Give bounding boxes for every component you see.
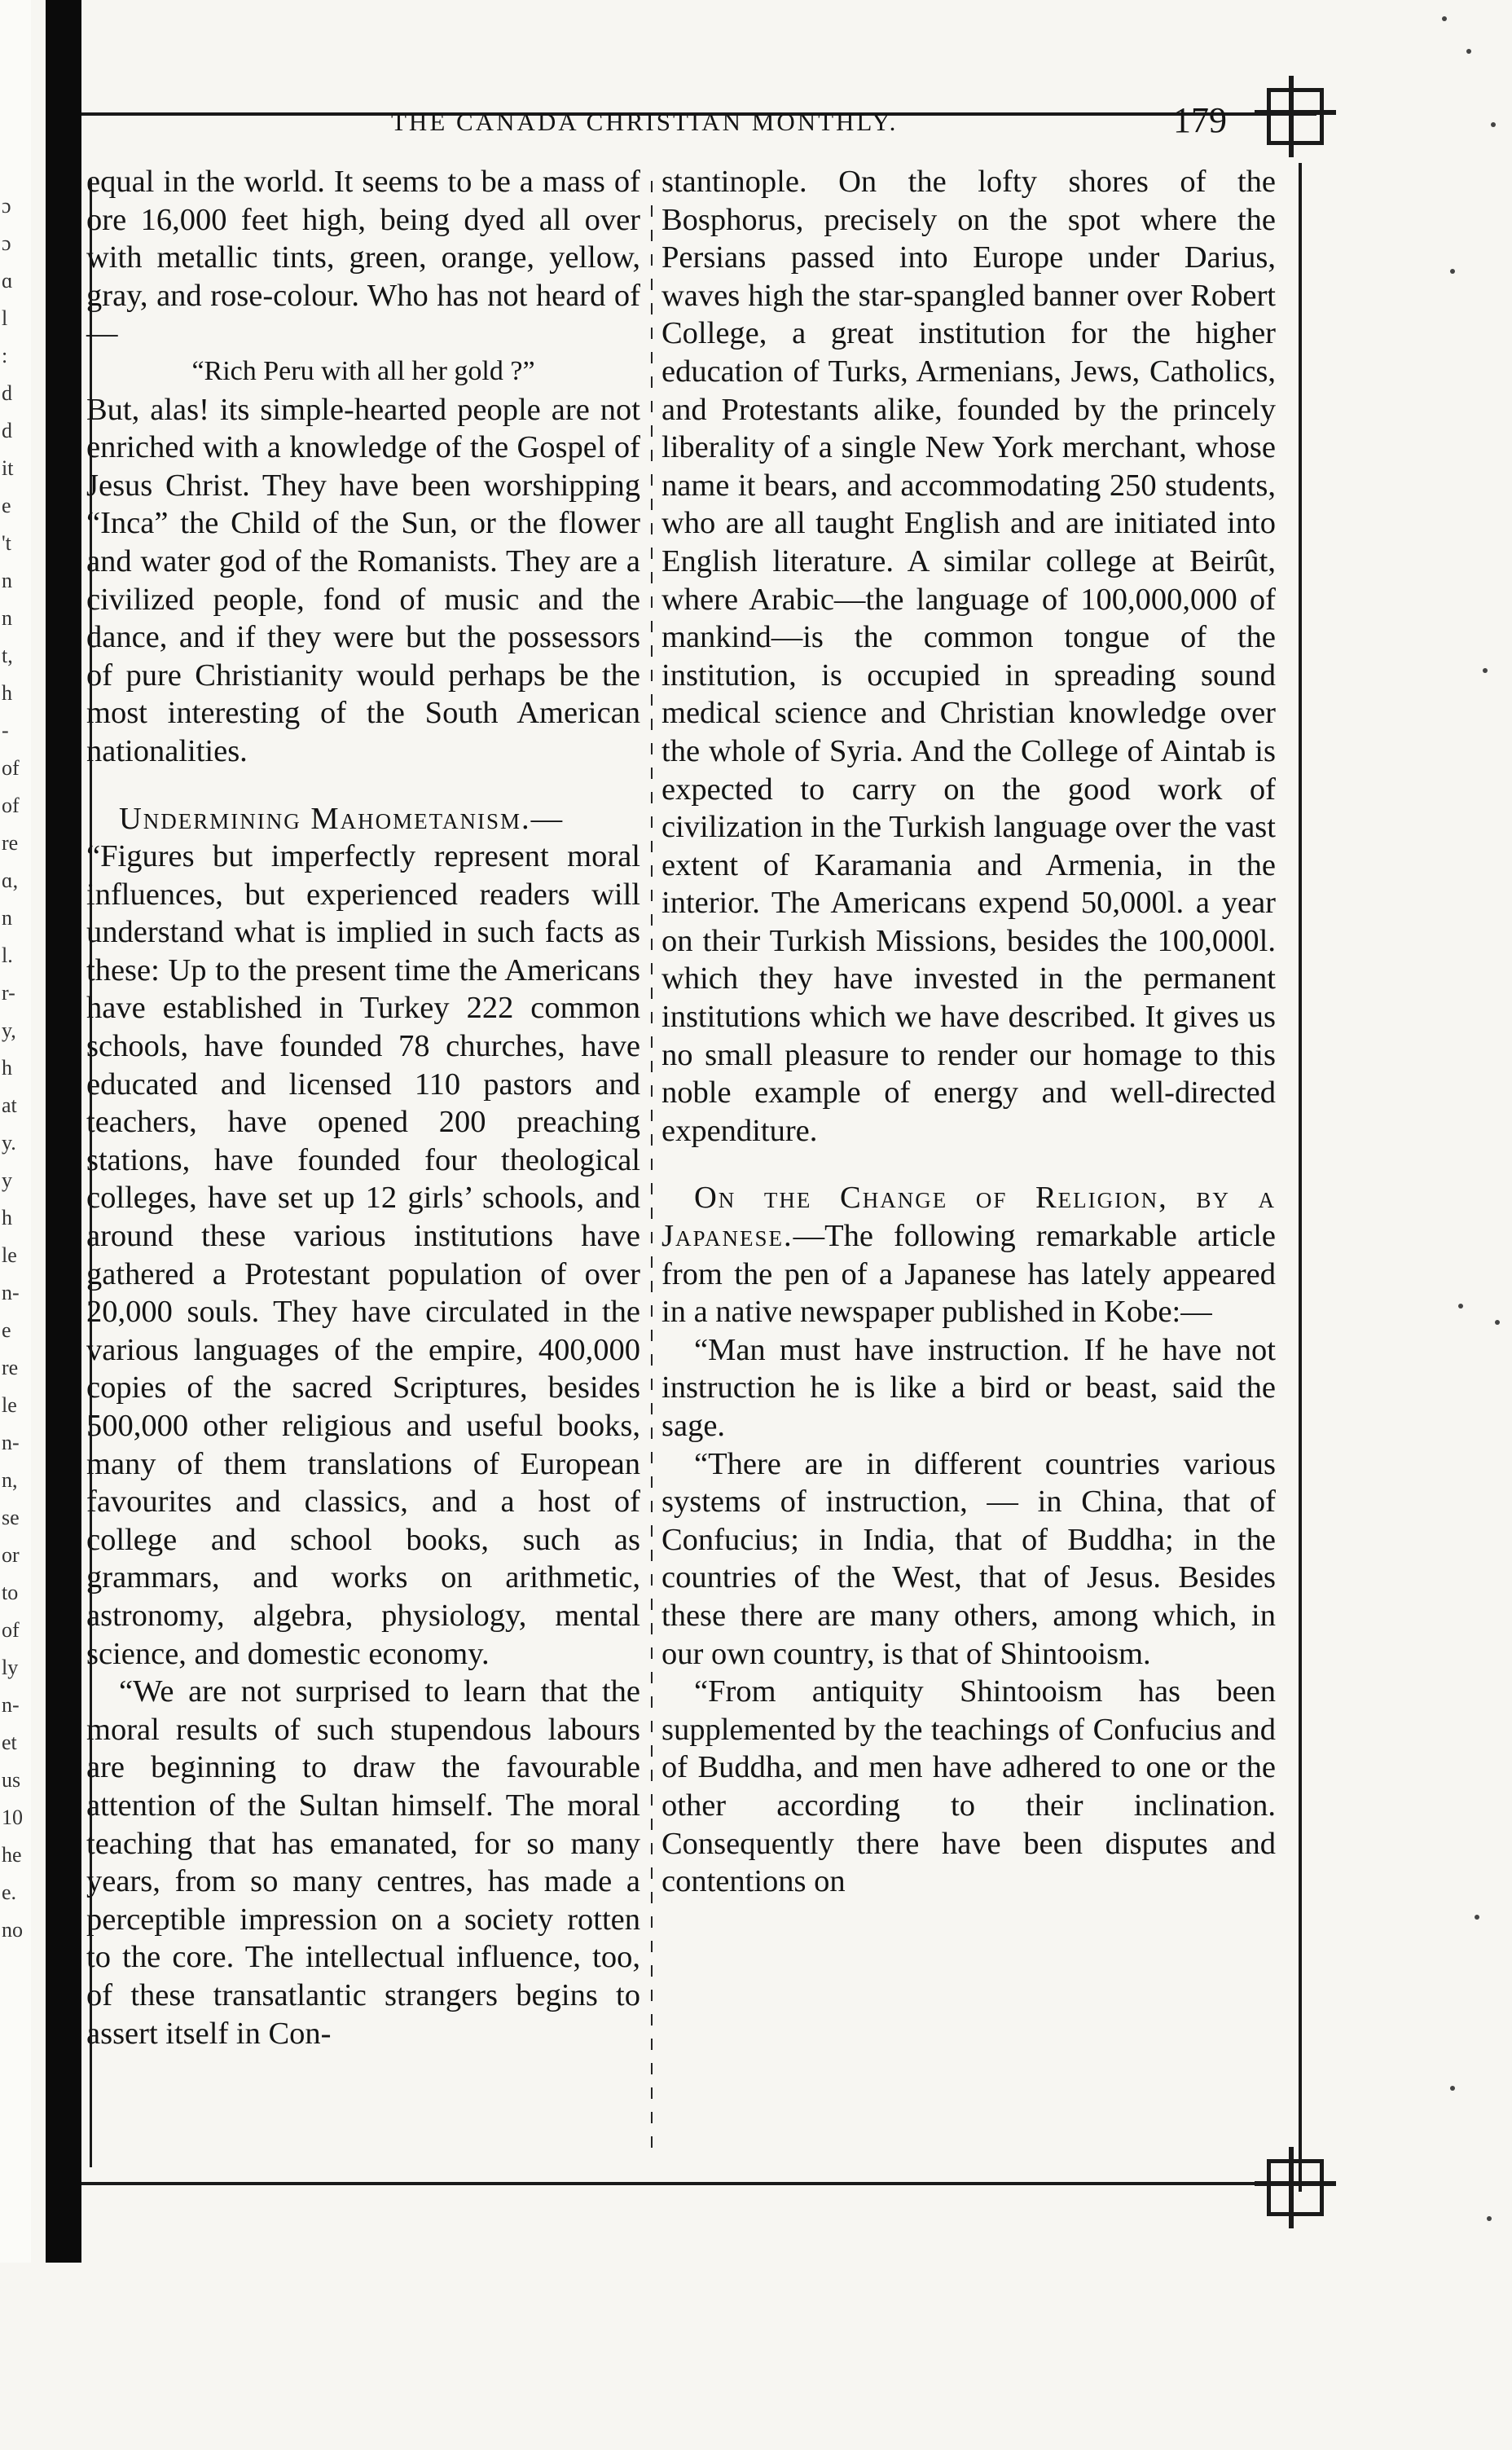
paragraph: “Figures but imperfectly represent moral influences, but experienced readers will understand what is implied in such facts as these: Up to the present time the Americans have established in Turkey 222 common schools, have founded 78 churches, have educated and licensed 110 pastors and teachers, have opened 200 preaching stations, have founded four theological colleges, have set up 12 girls’ schools, and around these various institutions have gathered a Protestant population of over 20,000 souls. They have circulated in the various languages of the empire, 400,000 copies of the sacred Scriptures, besides 500,000 other religious and useful books, many of them translations of European favourites and classics, and a host of college and school books, such as grammars, and works on arithmetic, astronomy, algebra, physiology, mental science, and domestic economy. bbox=[86, 839, 640, 1671]
bleed-fragment: of bbox=[2, 1618, 20, 1642]
journal-title: THE CANADA CHRISTIAN MONTHLY. bbox=[391, 108, 899, 136]
bleed-fragment: e. bbox=[2, 1880, 17, 1904]
bleed-fragment: e bbox=[2, 494, 11, 517]
paragraph: “There are in different countries various systems of instruction, — in China, that of Confucius; in India, that of Buddha; in the countries of the West, that of Jesus. Besides these there are many others, among which, in our own country, is that of Shintooism. bbox=[662, 1446, 1276, 1671]
quoted-line: “Rich Peru with all her gold ?” bbox=[191, 355, 535, 386]
bleed-fragment: y bbox=[2, 1168, 12, 1192]
bleed-fragment: at bbox=[2, 1093, 17, 1117]
bleed-fragment: re bbox=[2, 1356, 19, 1379]
bleed-fragment: d bbox=[2, 419, 12, 442]
book-spine-shadow bbox=[46, 0, 81, 2263]
bleed-fragment: h bbox=[2, 1056, 12, 1080]
bleed-fragment: r- bbox=[2, 981, 15, 1005]
bleed-fragment: he bbox=[2, 1843, 22, 1867]
section-heading: On the Change of Religion, by a Japanese. bbox=[662, 1181, 1276, 1254]
left-column bbox=[86, 163, 640, 2052]
bleed-fragment: le bbox=[2, 1393, 17, 1417]
paragraph: But, alas! its simple-hearted people are not enriched with a knowledge of the Gospel of Jesus Christ. They have been worshipping “Inca” the Child of the Sun, or the flower and water god of the Romanists. They are a civilized people, fond of music and the dance, and if they were but the possessors of pure Christianity would perhaps be the most interesting of the South American nationalities. bbox=[86, 392, 640, 768]
column-divider bbox=[651, 181, 653, 2153]
bleed-fragment: 10 bbox=[2, 1806, 23, 1829]
bleed-fragment: t, bbox=[2, 644, 13, 667]
bleed-fragment: n bbox=[2, 606, 12, 630]
bleed-fragment: ɑ, bbox=[2, 869, 19, 892]
left-page-margin bbox=[0, 0, 31, 2263]
bleed-fragment: n- bbox=[2, 1281, 20, 1304]
bleed-fragment: n bbox=[2, 906, 12, 930]
bleed-fragment: h bbox=[2, 681, 12, 705]
bleed-fragment: y, bbox=[2, 1018, 16, 1042]
bleed-fragment: e bbox=[2, 1318, 11, 1342]
bleed-fragment: n bbox=[2, 569, 12, 592]
running-header bbox=[81, 100, 1279, 145]
right-column bbox=[662, 163, 1276, 1901]
corner-ornament-bottom-right bbox=[1267, 2159, 1324, 2216]
bleed-fragment: us bbox=[2, 1768, 21, 1792]
paragraph: stantinople. On the lofty shores of the Bosphorus, precisely on the spot where the Persians passed into Europe under Darius, waves high the star-spangled banner over Robert College, a great institution for the higher education of Turks, Armenians, Jews, Catholics, and Protestants alike, founded by the princely liberality of a single New York merchant, whose name it bears, and accommodating 250 students, who are all taught English and are initiated into English literature. A similar college at Beirût, where Arabic—the language of 100,000,000 of mankind—is the common tongue of the institution, is occupied in spreading sound medical science and Christian knowledge over the whole of Syria. And the College of Aintab is expected to carry on the good work of civilization in the Turkish language over the vast extent of Karamania and Armenia, in the interior. The Americans expend 50,000l. a year on their Turkish Missions, besides the 100,000l. which they have invested in the permanent institutions which we have described. It gives us no small pleasure to render our homage to this noble example of energy and well-directed expenditure. bbox=[662, 165, 1276, 1148]
bleed-fragment: no bbox=[2, 1918, 23, 1942]
bleed-fragment: : bbox=[2, 344, 8, 367]
bleed-fragment: 't bbox=[2, 531, 11, 555]
paragraph: “From antiquity Shintooism has been supplemented by the teachings of Confucius and of Buddha, and men have adhered to one or the other according to their inclination. Consequently there have been disputes and contentions on bbox=[662, 1674, 1276, 1899]
bleed-fragment: n, bbox=[2, 1468, 18, 1492]
page-number: 179 bbox=[1173, 100, 1227, 140]
bleed-fragment: ɔ bbox=[2, 194, 11, 218]
footer-rule bbox=[81, 2182, 1316, 2185]
bleed-fragment: n- bbox=[2, 1431, 20, 1454]
facing-page-bleed bbox=[2, 0, 29, 2450]
bleed-fragment: ly bbox=[2, 1656, 19, 1679]
scan-noise bbox=[1434, 0, 1512, 2263]
paragraph: equal in the world. It seems to be a mass of ore 16,000 feet high, being dyed all over with metallic tints, green, orange, yellow, gray, and rose-colour. Who has not heard of— bbox=[86, 165, 640, 351]
bleed-fragment: et bbox=[2, 1731, 17, 1754]
bleed-fragment: of bbox=[2, 794, 20, 817]
paragraph: “Man must have instruction. If he have not instruction he is like a bird or beast, said the sage. bbox=[662, 1332, 1276, 1443]
bleed-fragment: l bbox=[2, 306, 8, 330]
bleed-fragment: le bbox=[2, 1243, 17, 1267]
bleed-fragment: or bbox=[2, 1543, 20, 1567]
right-border-rule bbox=[1299, 163, 1302, 2192]
bleed-fragment: se bbox=[2, 1506, 20, 1529]
section-heading: Undermining Mahometanism.— bbox=[119, 801, 565, 836]
bleed-fragment: l. bbox=[2, 943, 13, 967]
bleed-fragment: ɑ bbox=[2, 269, 13, 293]
bleed-fragment: h bbox=[2, 1206, 12, 1229]
paragraph: —The following remarkable article from the pen of a Japanese has lately appeared in a native newspaper published in Kobe:— bbox=[662, 1219, 1276, 1330]
bleed-fragment: y. bbox=[2, 1131, 16, 1155]
bleed-fragment: to bbox=[2, 1581, 19, 1604]
bleed-fragment: n- bbox=[2, 1693, 20, 1717]
bleed-fragment: - bbox=[2, 719, 9, 742]
paragraph: “We are not surprised to learn that the moral results of such stupendous labours are beginning to draw the favourable attention of the Sultan himself. The moral teaching that has emanated, for so many years, from so many centres, has made a perceptible impression on a society rotten to the core. The intellectual influence, too, of these transatlantic strangers begins to assert itself in Con- bbox=[86, 1674, 640, 2051]
bleed-fragment: d bbox=[2, 381, 12, 405]
bleed-fragment: re bbox=[2, 831, 19, 855]
bleed-fragment: ɔ bbox=[2, 231, 11, 255]
bleed-fragment: of bbox=[2, 756, 20, 780]
bleed-fragment: it bbox=[2, 456, 14, 480]
